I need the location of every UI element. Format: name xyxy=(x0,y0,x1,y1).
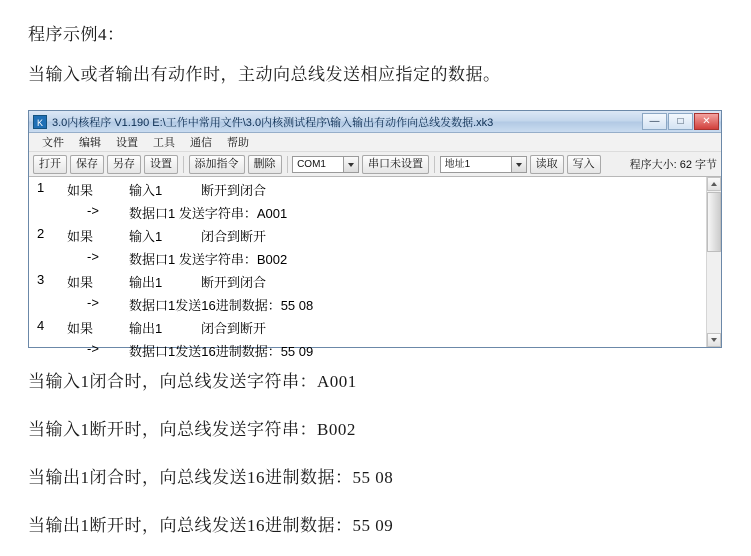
scroll-up-icon[interactable] xyxy=(707,177,721,191)
table-row[interactable] xyxy=(29,223,721,246)
close-icon[interactable]: ✕ xyxy=(694,113,719,130)
row-condition: 闭合到断开 xyxy=(201,229,267,244)
row-source: 输入1 xyxy=(129,183,163,198)
menu-bar xyxy=(29,133,721,152)
row-keyword: 如果 xyxy=(67,321,94,336)
save-as-button[interactable]: 另存 xyxy=(107,155,141,174)
table-row[interactable] xyxy=(29,200,721,223)
chevron-down-icon[interactable] xyxy=(343,157,358,172)
device-address-select[interactable] xyxy=(440,156,527,173)
row-keyword: 如果 xyxy=(67,275,94,290)
note-line-4: 当输出1断开时，向总线发送16进制数据：55 09 xyxy=(28,516,394,535)
row-arrow-icon: -> xyxy=(87,295,99,310)
row-action: 数据口1 发送字符串：B002 xyxy=(129,252,288,267)
row-action: 数据口1 发送字符串：A001 xyxy=(129,206,288,221)
write-button[interactable]: 写入 xyxy=(567,155,601,174)
menu-item-tools[interactable]: 工具 xyxy=(153,137,175,149)
maximize-icon[interactable]: □ xyxy=(668,113,693,130)
save-button[interactable]: 保存 xyxy=(70,155,104,174)
row-arrow-icon: -> xyxy=(87,341,99,356)
table-row[interactable] xyxy=(29,246,721,269)
settings-button[interactable]: 设置 xyxy=(144,155,178,174)
minimize-icon[interactable]: — xyxy=(642,113,667,130)
toolbar xyxy=(29,152,721,177)
window-title: 3.0内核程序 V1.190 E:\工作中常用文件\3.0内核测试程序\输入输出有动作向总线发数据.xk3 xyxy=(52,116,494,129)
chevron-down-icon[interactable] xyxy=(511,157,526,172)
menu-item-help[interactable]: 帮助 xyxy=(227,137,249,149)
toolbar-separator-3 xyxy=(434,156,435,173)
app-logo-icon: K xyxy=(33,115,47,129)
row-index: 4 xyxy=(37,318,45,333)
row-arrow-icon: -> xyxy=(87,249,99,264)
add-instruction-button[interactable]: 添加指令 xyxy=(189,155,245,174)
page-subtitle: 当输入或者输出有动作时，主动向总线发送相应指定的数据。 xyxy=(28,65,501,84)
note-line-2: 当输入1断开时，向总线发送字符串：B002 xyxy=(28,420,356,439)
row-condition: 断开到闭合 xyxy=(201,275,267,290)
menu-item-file[interactable]: 文件 xyxy=(42,137,64,149)
row-source: 输入1 xyxy=(129,229,163,244)
window-controls xyxy=(641,113,719,130)
row-index: 1 xyxy=(37,180,45,195)
serial-port-select[interactable] xyxy=(292,156,359,173)
table-row[interactable] xyxy=(29,177,721,200)
menu-item-edit[interactable]: 编辑 xyxy=(79,137,101,149)
read-button[interactable]: 读取 xyxy=(530,155,564,174)
open-button[interactable]: 打开 xyxy=(33,155,67,174)
app-window xyxy=(28,110,722,359)
row-action: 数据口1发送16进制数据：55 09 xyxy=(129,344,314,359)
note-line-3: 当输出1闭合时，向总线发送16进制数据：55 08 xyxy=(28,468,394,487)
program-size-label: 程序大小: 62 字节 xyxy=(629,159,717,171)
delete-button[interactable]: 删除 xyxy=(248,155,282,174)
serial-port-value: COM1 xyxy=(297,158,326,170)
title-bar[interactable] xyxy=(29,111,721,133)
device-address-value: 地址1 xyxy=(444,158,471,170)
menu-item-communication[interactable]: 通信 xyxy=(190,137,212,149)
row-index: 2 xyxy=(37,226,45,241)
scroll-down-icon[interactable] xyxy=(707,333,721,347)
page-title: 程序示例4： xyxy=(28,25,125,44)
row-condition: 断开到闭合 xyxy=(201,183,267,198)
row-index: 3 xyxy=(37,272,45,287)
table-row[interactable] xyxy=(29,315,721,338)
row-keyword: 如果 xyxy=(67,183,94,198)
note-line-1: 当输入1闭合时，向总线发送字符串：A001 xyxy=(28,372,357,391)
row-source: 输出1 xyxy=(129,321,163,336)
table-row[interactable] xyxy=(29,269,721,292)
table-row[interactable] xyxy=(29,292,721,315)
row-condition: 闭合到断开 xyxy=(201,321,267,336)
toolbar-separator-1 xyxy=(183,156,184,173)
menu-item-settings[interactable]: 设置 xyxy=(116,137,138,149)
row-action: 数据口1发送16进制数据：55 08 xyxy=(129,298,314,313)
vertical-scrollbar[interactable] xyxy=(706,177,721,347)
toolbar-separator-2 xyxy=(287,156,288,173)
row-keyword: 如果 xyxy=(67,229,94,244)
scrollbar-thumb[interactable] xyxy=(707,192,721,252)
program-list[interactable] xyxy=(29,177,721,359)
row-arrow-icon: -> xyxy=(87,203,99,218)
row-source: 输出1 xyxy=(129,275,163,290)
port-status-button[interactable]: 串口未设置 xyxy=(362,155,429,174)
table-row[interactable] xyxy=(29,338,721,361)
